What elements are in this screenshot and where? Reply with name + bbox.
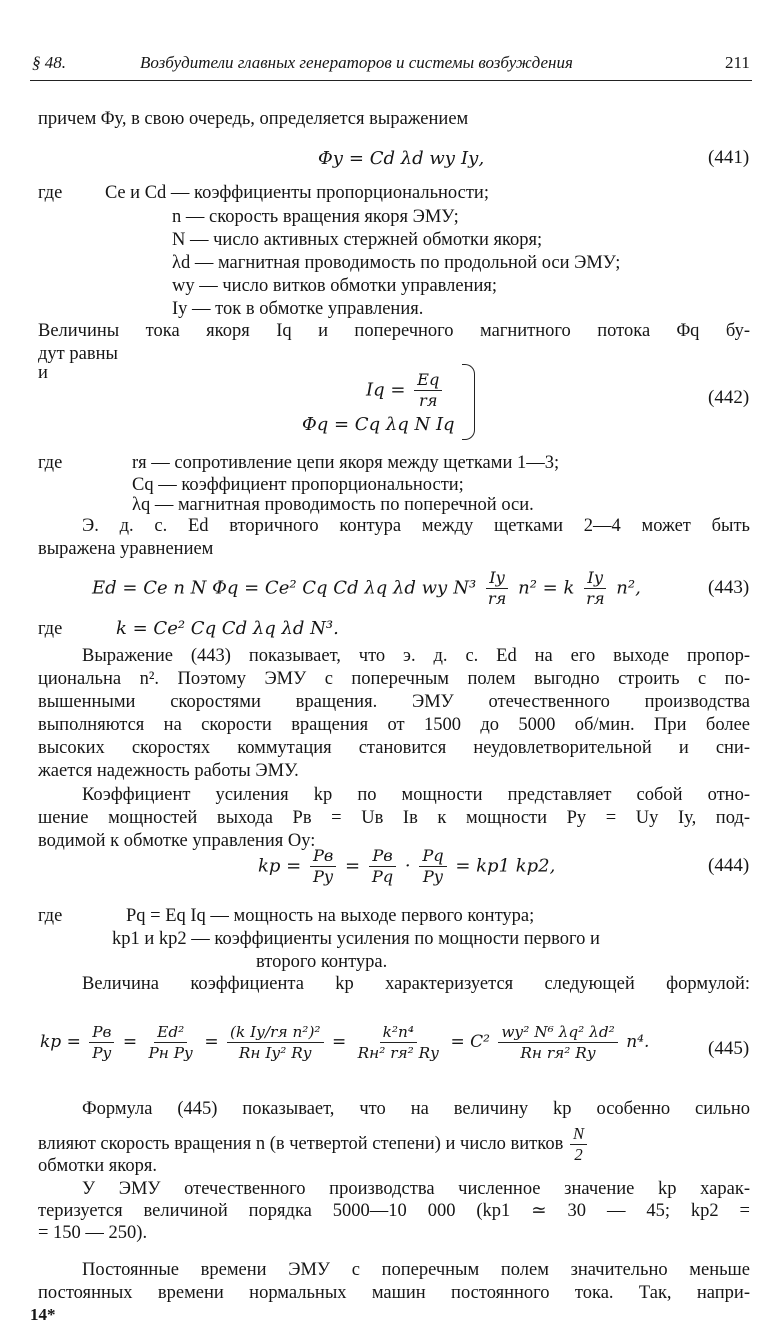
eq445-lhs: kр = — [40, 1032, 81, 1052]
paragraph-line: Величина коэффициента kр характеризуется следующей формулой: — [82, 974, 750, 994]
eq445-const: = C² — [450, 1032, 490, 1052]
section-mark: § 48. — [32, 53, 66, 72]
equation-443 — [92, 568, 641, 609]
equation-442b: Φq = Cq λq N Iq — [302, 414, 455, 435]
fraction-denominator: Pу — [92, 1044, 112, 1062]
paragraph-line: вышенными скоростями вращения. ЭМУ отечественного производства — [38, 692, 750, 712]
fraction — [369, 846, 396, 887]
fraction — [419, 846, 446, 887]
fraction-denominator: Rн² rя² Rу — [357, 1044, 440, 1062]
equals-sign: = — [331, 1032, 347, 1052]
equation-444 — [258, 846, 555, 887]
fraction — [485, 568, 509, 609]
definition-k: k = Cе² Cq Cd λq λd N³. — [116, 618, 339, 639]
definition-kp1-kp2-cont: второго контура. — [256, 952, 388, 972]
multiply-dot: · — [404, 855, 411, 877]
fraction-numerator: Ed² — [154, 1022, 187, 1043]
paragraph-line: водимой к обмотке управления Oу: — [38, 831, 316, 851]
fraction-denominator: rя — [586, 589, 605, 608]
fraction-denominator: rя — [419, 391, 438, 410]
fraction — [498, 1022, 617, 1063]
definition-wy: wу — число витков обмотки управления; — [172, 276, 498, 296]
fraction-denominator: 2 — [574, 1145, 583, 1164]
equation-number-441: (441) — [708, 147, 750, 168]
system-brace — [462, 364, 475, 440]
paragraph-line: Постоянные времени ЭМУ с поперечным полем значительно меньше — [82, 1260, 750, 1280]
paragraph-line: дут равны — [38, 344, 118, 364]
fraction-numerator: N — [570, 1124, 587, 1145]
fraction-numerator: Eq — [414, 370, 442, 391]
paragraph-line: шение мощностей выхода Pв = Uв Iв к мощности Pу = Uу Iу, под- — [38, 808, 750, 828]
paragraph-line: Э. д. с. Ed вторичного контура между щетками 2—4 может быть — [82, 516, 750, 536]
definition-iy: Iу — ток в обмотке управления. — [172, 299, 424, 319]
header-rule — [30, 80, 752, 81]
where-label: где — [38, 906, 63, 926]
paragraph-line: = 150 — 250). — [38, 1223, 148, 1243]
where-label: где — [38, 453, 63, 473]
paragraph-line: теризуется величиной порядка 5000—10 000 (kр1 ≃ 30 — 45; kр2 = — [38, 1201, 750, 1221]
definition-n: n — скорость вращения якоря ЭМУ; — [172, 207, 459, 227]
definition-lambda-q: λq — магнитная проводимость по поперечной оси. — [132, 495, 534, 515]
definition-kp1-kp2: kр1 и kр2 — коэффициенты усиления по мощности первого и — [112, 929, 600, 949]
definition-lambda-d: λd — магнитная проводимость по продольной оси ЭМУ; — [172, 253, 621, 273]
fraction-denominator: Pн Pу — [148, 1044, 193, 1062]
equation-442a — [366, 370, 445, 411]
where-label: где — [38, 619, 63, 639]
equals-sign: = — [122, 1032, 138, 1052]
eq443-part-c: n², — [616, 577, 641, 599]
fraction-denominator: Pу — [312, 867, 334, 886]
paragraph-line: У ЭМУ отечественного производства численное значение kр харак- — [82, 1179, 750, 1199]
signature-mark: 14* — [30, 1305, 56, 1324]
fraction-denominator: Pу — [422, 867, 444, 886]
fraction-denominator: Rн rя² Rу — [520, 1044, 596, 1062]
paragraph-line: Формула (445) показывает, что на величину kр особенно сильно — [82, 1099, 750, 1119]
eq445-end: n⁴. — [626, 1032, 650, 1052]
fraction-numerator: Pq — [419, 846, 446, 867]
fraction — [414, 370, 442, 411]
paragraph-line: Коэффициент усиления kр по мощности представляет собой отно- — [82, 785, 750, 805]
paragraph-line: постоянных времени нормальных машин постоянного тока. Так, напри- — [38, 1283, 750, 1303]
equation-number-442: (442) — [708, 387, 750, 408]
fraction — [583, 568, 607, 609]
fraction-numerator: Pв — [89, 1022, 114, 1043]
fraction-denominator: Pq — [371, 867, 394, 886]
fraction — [146, 1022, 196, 1063]
paragraph-line: циональна n². Поэтому ЭМУ с поперечным полем выгодно строить с по- — [38, 669, 750, 689]
equation-441: Φу = Cd λd wу Iу, — [318, 148, 485, 169]
fraction-numerator: k²n⁴ — [380, 1022, 417, 1043]
fraction-numerator: Pв — [369, 846, 395, 867]
eq442a-lhs: Iq = — [366, 379, 406, 401]
equals-sign: = — [345, 855, 361, 877]
paragraph-line: жается надежность работы ЭМУ. — [38, 761, 299, 781]
equation-445 — [40, 1022, 649, 1063]
page-number: 211 — [725, 53, 750, 72]
fraction — [570, 1124, 587, 1165]
definition-N: N — число активных стержней обмотки якоря; — [172, 230, 543, 250]
fraction — [227, 1022, 324, 1063]
and-label: и — [38, 363, 48, 383]
equation-number-445: (445) — [708, 1038, 750, 1059]
fraction-numerator: wу² N⁶ λq² λd² — [498, 1022, 617, 1043]
equals-sign: = — [204, 1032, 219, 1052]
fraction — [310, 846, 336, 887]
equation-number-443: (443) — [708, 577, 750, 598]
equation-number-444: (444) — [708, 855, 750, 876]
paragraph-line: выполняются на скорости вращения от 1500 до 5000 об/мин. При более — [38, 715, 750, 735]
definition-r-ya: rя — сопротивление цепи якоря между щетками 1—3; — [132, 453, 560, 473]
intro-line: причем Φу, в свою очередь, определяется выражением — [38, 109, 469, 129]
paragraph-line: выражена уравнением — [38, 539, 214, 559]
eq444-lhs: kр = — [258, 855, 302, 877]
running-title: Возбудители главных генераторов и системы возбуждения — [140, 53, 573, 72]
definition-ce-cd: Cе и Cd — коэффициенты пропорциональности; — [105, 183, 489, 203]
fraction-denominator: Rн Iу² Rу — [238, 1044, 312, 1062]
definition-cq: Cq — коэффициент пропорциональности; — [132, 475, 464, 495]
fraction-denominator: rя — [487, 589, 507, 608]
paragraph-line: высоких скоростях коммутация становится неудовлетворительной и сни- — [38, 738, 750, 758]
where-label: где — [38, 183, 63, 203]
paragraph-line: обмотки якоря. — [38, 1156, 157, 1176]
definition-pq: Pq = Eq Iq — мощность на выходе первого контура; — [126, 906, 535, 926]
fraction-numerator: Iу — [486, 568, 508, 589]
fraction — [355, 1022, 442, 1063]
paragraph-text: влияют скорость вращения n (в четвертой степени) и число витков — [38, 1133, 564, 1154]
eq443-part-b: n² = k — [518, 577, 575, 599]
fraction-numerator: Iу — [584, 568, 606, 589]
paragraph-line: Величины тока якоря Iq и поперечного магнитного потока Φq бу- — [38, 321, 750, 341]
paragraph-line: Выражение (443) показывает, что э. д. с. Ed на его выходе пропор- — [82, 646, 750, 666]
fraction — [89, 1022, 114, 1063]
eq444-rhs: = kр1 kр2, — [455, 855, 556, 877]
fraction-numerator: Pв — [310, 846, 336, 867]
fraction-numerator: (k Iу/rя n²)² — [227, 1022, 324, 1043]
eq443-part-a: Ed = Cе n N Φq = Cе² Cq Cd λq λd wу N³ — [92, 577, 477, 599]
